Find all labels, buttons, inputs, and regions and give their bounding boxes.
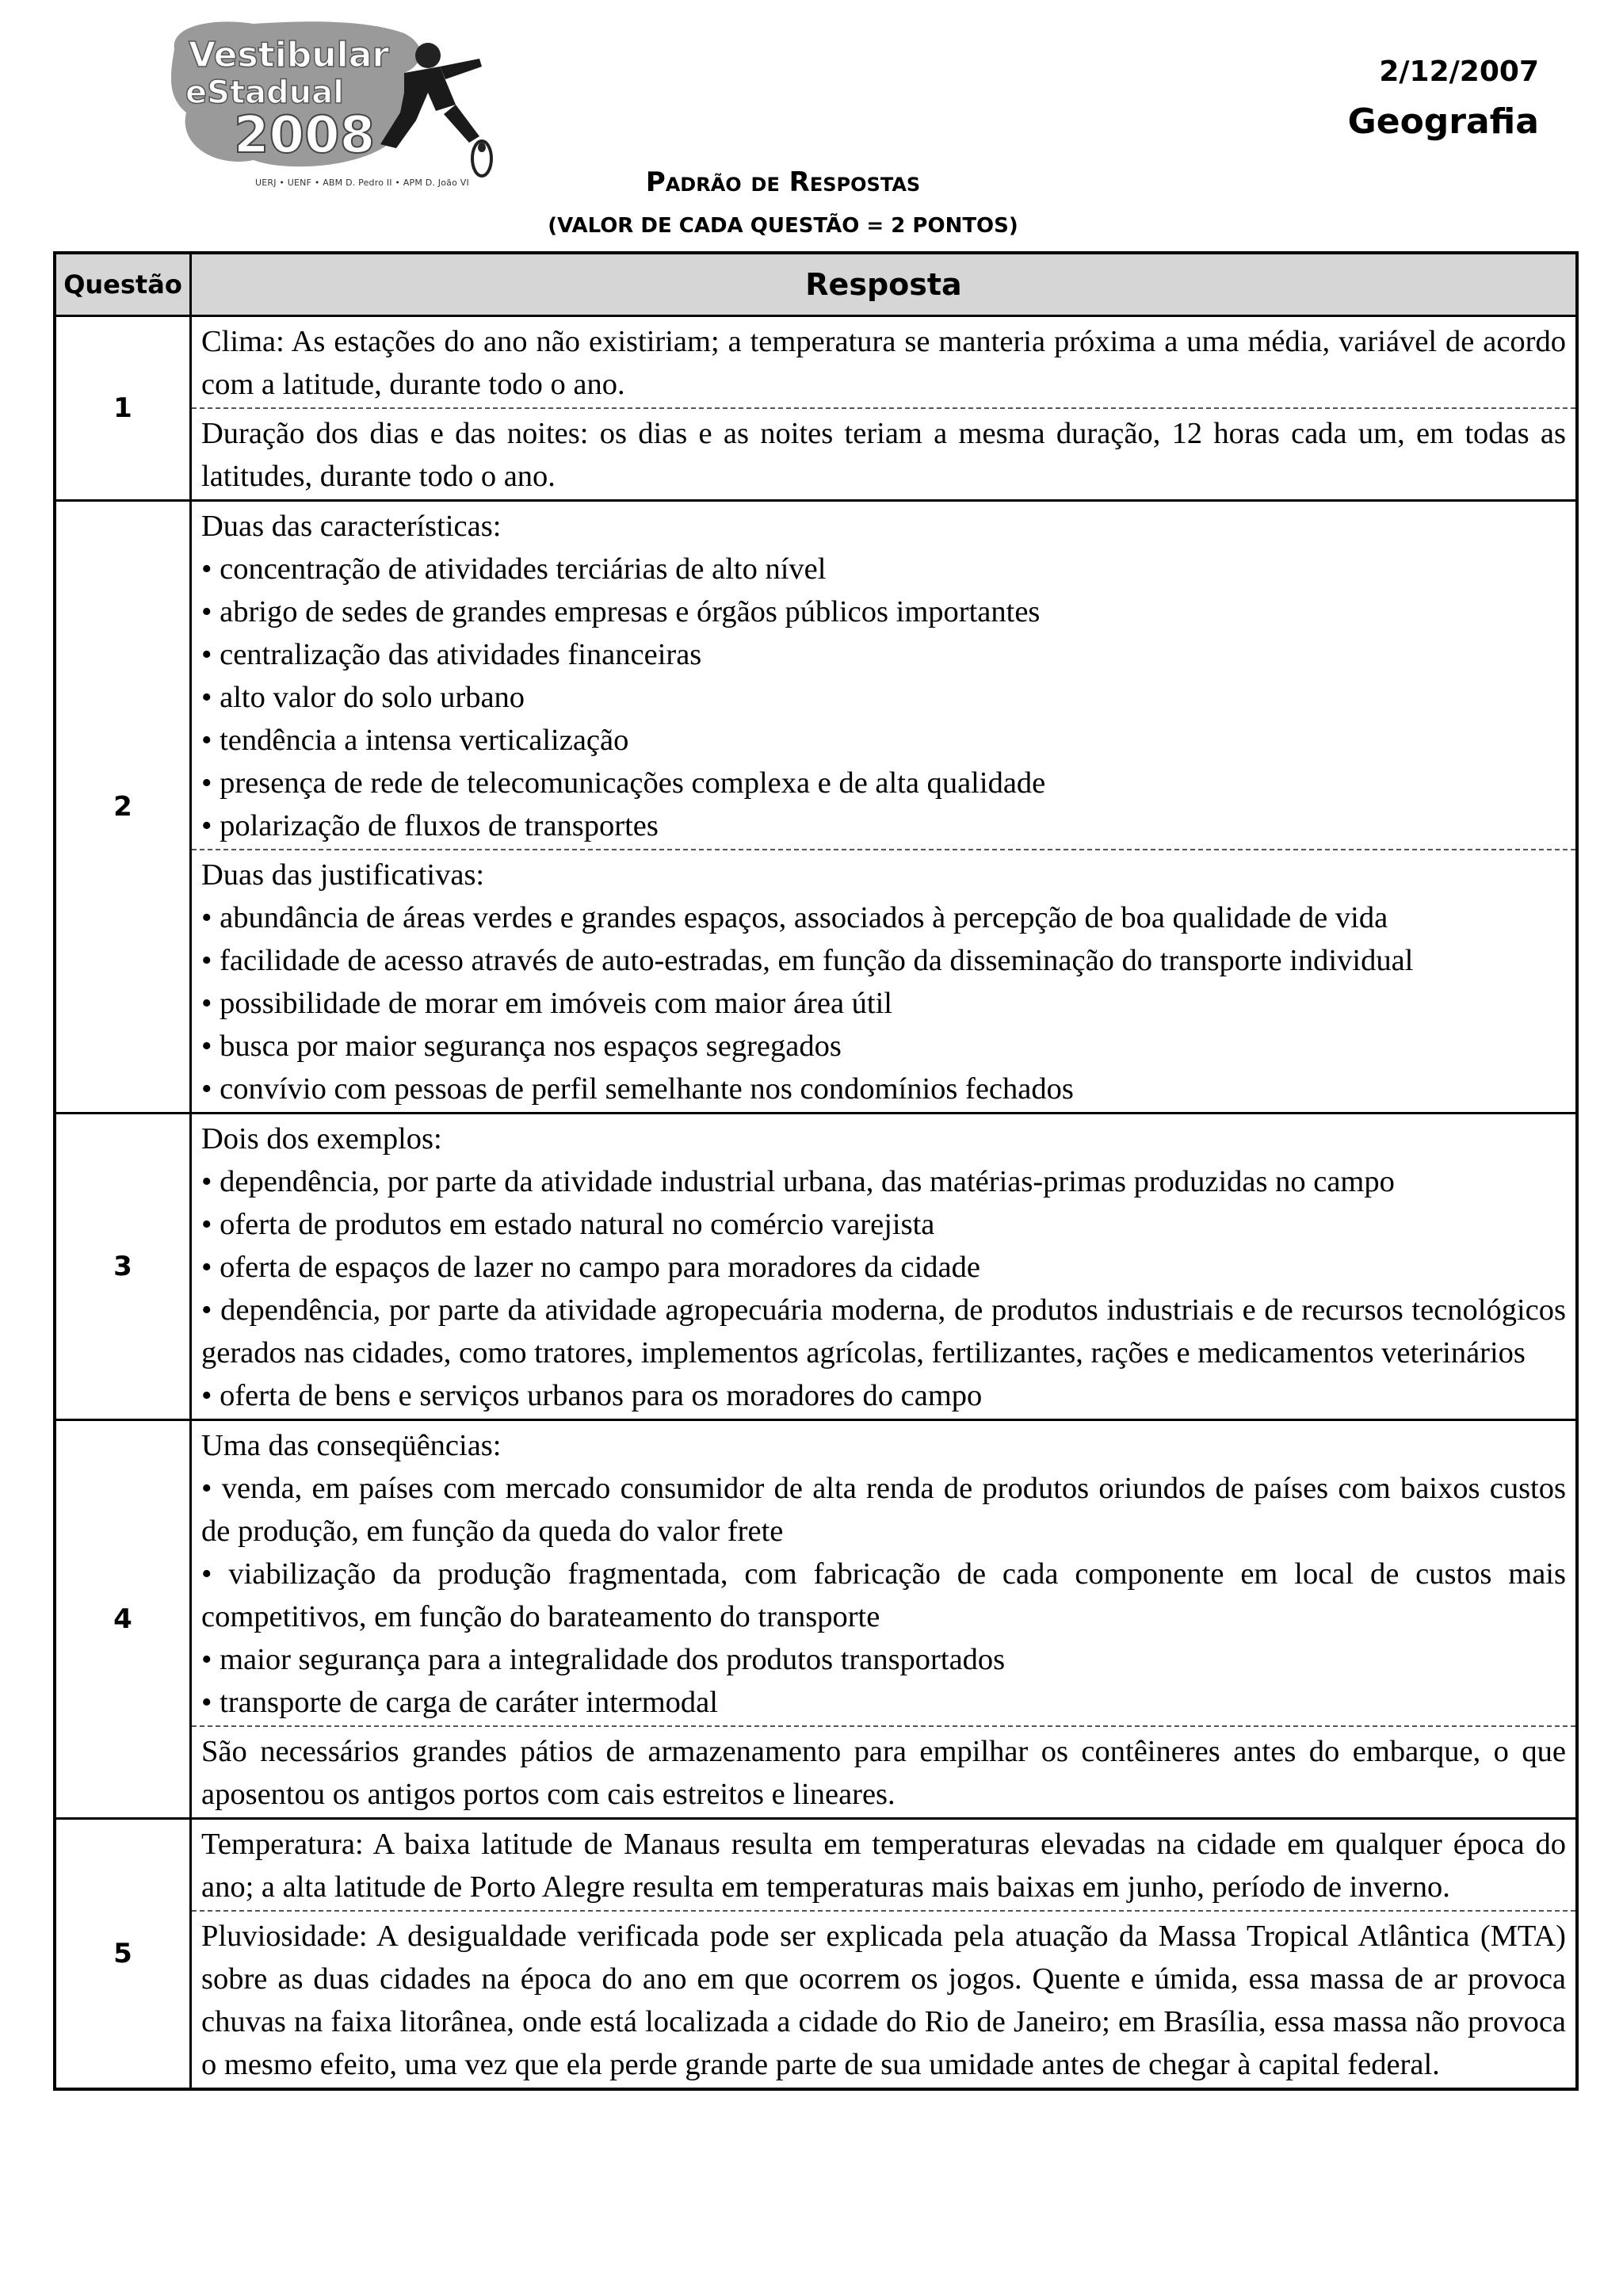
page-subtitle: (VALOR DE CADA QUESTÃO = 2 PONTOS) [548, 214, 1018, 238]
answer-line: • oferta de espaços de lazer no campo para moradores da cidade [201, 1251, 980, 1284]
answer-part [192, 502, 1575, 849]
logo-graphic [166, 17, 499, 184]
logo-line2: eStadual [185, 74, 344, 111]
logo-year: 2008 [234, 106, 376, 165]
answer-line: • viabilização da produção fragmentada, com fabricação de cada componente em local de custos mais competitivos, em função do barateamento do transporte [201, 1557, 1566, 1633]
answer-line: • alto valor do solo urbano [201, 681, 525, 714]
answer-part [192, 849, 1575, 1112]
table-row [55, 501, 1577, 1114]
answer-part [192, 1910, 1575, 2088]
exam-date: 2/12/2007 [1379, 55, 1539, 88]
answer-line: • facilidade de acesso através de auto-estradas, em função da disseminação do transporte individual [201, 944, 1414, 977]
question-number: 3 [55, 1114, 191, 1420]
answer-line: • transporte de carga de caráter intermodal [201, 1686, 718, 1719]
answer-line: Temperatura: A baixa latitude de Manaus resulta em temperaturas elevadas na cidade em qualquer época do ano; a alta latitude de Porto Alegre resulta em temperaturas mais baixas em junho, período de inverno. [201, 1828, 1566, 1904]
answer-part [192, 1725, 1575, 1817]
answer-line: Duas das características: [201, 510, 502, 543]
page-title: Padrão de Respostas [645, 166, 921, 198]
answer-line: • presença de rede de telecomunicações complexa e de alta qualidade [201, 766, 1046, 800]
answer-line: Duração dos dias e das noites: os dias e as noites teriam a mesma duração, 12 horas cada um, em todas as latitudes, durante todo o ano. [201, 417, 1566, 493]
column-header-answer: Resposta [191, 253, 1578, 316]
answer-part [192, 1114, 1575, 1419]
question-number: 2 [55, 501, 191, 1114]
answer-line: • maior segurança para a integralidade dos produtos transportados [201, 1643, 1006, 1676]
answer-line: • oferta de produtos em estado natural no comércio varejista [201, 1208, 935, 1241]
answer-line: • dependência, por parte da atividade industrial urbana, das matérias-primas produzidas no campo [201, 1165, 1395, 1198]
answer-cell [191, 501, 1578, 1114]
answer-line: Clima: As estações do ano não existiriam; a temperatura se manteria próxima a uma média, variável de acordo com a latitude, durante todo o ano. [201, 325, 1566, 401]
answer-line: • convívio com pessoas de perfil semelhante nos condomínios fechados [201, 1072, 1074, 1106]
answers-table-body [55, 316, 1577, 2090]
answer-line: Duas das justificativas: [201, 858, 485, 892]
answer-line: • tendência a intensa verticalização [201, 724, 629, 757]
logo-line1: Vestibular [189, 35, 390, 75]
answer-part [192, 1820, 1575, 1910]
table-row [55, 1819, 1577, 2090]
answer-line: Pluviosidade: A desigualdade verificada pode ser explicada pela atuação da Massa Tropical Atlântica (MTA) sobre as duas cidades na época do ano em que ocorrem os jogos. Quente e úmida, essa massa de ar provoca chuvas na faixa litorânea, onde está localizada a cidade do Rio de Janeiro; em Brasília, essa massa não provoca o mesmo efeito, uma vez que ela perde grande parte de sua umidade antes de chegar à capital federal. [201, 1920, 1566, 2081]
column-header-question: Questão [55, 253, 191, 316]
answer-cell [191, 316, 1578, 501]
answer-line: • dependência, por parte da atividade agropecuária moderna, de produtos industriais e de recursos tecnológicos gerados nas cidades, como tratores, implementos agrícolas, fertilizantes, rações e medicamentos veterinários [201, 1293, 1566, 1370]
exam-subject: Geografia [1347, 101, 1539, 142]
answer-part [192, 317, 1575, 407]
answer-line: • abrigo de sedes de grandes empresas e órgãos públicos importantes [201, 595, 1041, 628]
answer-line: • venda, em países com mercado consumidor de alta renda de produtos oriundos de países com baixos custos de produção, em função da queda do valor frete [201, 1472, 1566, 1548]
answer-part [192, 1421, 1575, 1725]
answers-table [53, 251, 1579, 2091]
answer-line: Dois dos exemplos: [201, 1122, 442, 1156]
answer-line: • possibilidade de morar em imóveis com maior área útil [201, 987, 893, 1020]
answer-line: • busca por maior segurança nos espaços segregados [201, 1030, 842, 1063]
answer-line: Uma das conseqüências: [201, 1429, 502, 1462]
question-number: 5 [55, 1819, 191, 2090]
answer-line: • centralização das atividades financeiras [201, 638, 702, 671]
answer-part [192, 407, 1575, 499]
table-row [55, 316, 1577, 501]
answer-line: • abundância de áreas verdes e grandes espaços, associados à percepção de boa qualidade de vida [201, 901, 1388, 934]
table-row [55, 1420, 1577, 1819]
answer-line: • polarização de fluxos de transportes [201, 809, 659, 842]
vestibular-estadual-2008-logo [166, 17, 499, 192]
answer-line: São necessários grandes pátios de armazenamento para empilhar os contêineres antes do embarque, o que aposentou os antigos portos com cais estreitos e lineares. [201, 1735, 1566, 1811]
logo-institutions: UERJ • UENF • ABM D. Pedro II • APM D. João VI [255, 178, 469, 188]
question-number: 1 [55, 316, 191, 501]
answer-line: • oferta de bens e serviços urbanos para os moradores do campo [201, 1379, 983, 1412]
table-row [55, 1114, 1577, 1420]
table-header-row [55, 253, 1577, 316]
answer-line: • concentração de atividades terciárias de alto nível [201, 552, 827, 586]
answer-cell [191, 1420, 1578, 1819]
answer-cell [191, 1114, 1578, 1420]
question-number: 4 [55, 1420, 191, 1819]
answer-cell [191, 1819, 1578, 2090]
